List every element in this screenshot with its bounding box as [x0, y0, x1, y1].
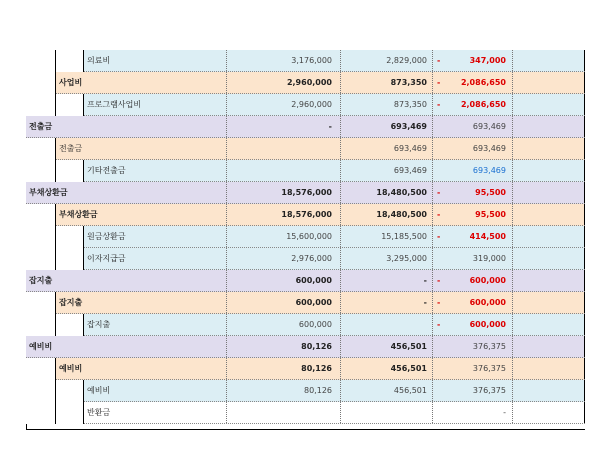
- row-label-text: 부채상환금: [59, 210, 98, 219]
- difference-cell[interactable]: [432, 314, 512, 335]
- actual-amount-cell[interactable]: 18,480,500: [340, 204, 432, 225]
- row-label[interactable]: [26, 72, 226, 93]
- table-row: [26, 94, 585, 116]
- table-row: [26, 72, 585, 94]
- budget-table: [26, 50, 585, 424]
- difference-value: 600,000: [469, 298, 506, 307]
- note-cell[interactable]: [512, 116, 585, 137]
- row-label[interactable]: [26, 182, 226, 203]
- difference-value: 376,375: [472, 386, 506, 395]
- table-row: [26, 50, 585, 72]
- note-cell[interactable]: [512, 270, 585, 291]
- difference-cell[interactable]: [432, 292, 512, 313]
- budget-amount-cell[interactable]: 15,600,000: [226, 226, 340, 247]
- indent-gutter: [56, 160, 84, 182]
- difference-value: 693,469: [472, 144, 506, 153]
- actual-amount-cell[interactable]: 15,185,500: [340, 226, 432, 247]
- note-cell[interactable]: [512, 358, 585, 379]
- difference-value: -: [503, 408, 506, 417]
- table-row: [26, 160, 585, 182]
- row-label-text: 전출금: [59, 144, 83, 153]
- table-row: [26, 182, 585, 204]
- difference-value: 95,500: [475, 188, 506, 197]
- budget-amount-cell[interactable]: 2,976,000: [226, 248, 340, 269]
- actual-amount-cell[interactable]: 873,350: [340, 94, 432, 115]
- negative-marker: -: [437, 100, 441, 109]
- note-cell[interactable]: [512, 314, 585, 335]
- negative-marker: -: [437, 232, 441, 241]
- indent-gutter: [56, 94, 84, 116]
- row-label[interactable]: [26, 358, 226, 379]
- budget-amount-cell[interactable]: 80,126: [226, 358, 340, 379]
- budget-amount-cell[interactable]: [226, 138, 340, 159]
- negative-marker: -: [437, 188, 441, 197]
- budget-amount-cell[interactable]: 3,176,000: [226, 50, 340, 71]
- table-row: [26, 336, 585, 358]
- budget-amount-cell[interactable]: 600,000: [226, 292, 340, 313]
- difference-cell[interactable]: [432, 358, 512, 379]
- row-label[interactable]: [26, 270, 226, 291]
- indent-gutter: [26, 160, 56, 182]
- note-cell[interactable]: [512, 380, 585, 401]
- indent-gutter: [26, 204, 56, 226]
- difference-value: 95,500: [475, 210, 506, 219]
- difference-value: 376,375: [472, 342, 506, 351]
- actual-amount-cell[interactable]: 693,469: [340, 160, 432, 181]
- table-row: [26, 380, 585, 402]
- difference-cell[interactable]: [432, 248, 512, 269]
- note-cell[interactable]: [512, 50, 585, 71]
- budget-amount-cell[interactable]: 18,576,000: [226, 182, 340, 203]
- difference-cell[interactable]: [432, 336, 512, 357]
- row-label-text: 반환금: [87, 408, 111, 417]
- actual-amount-cell[interactable]: 3,295,000: [340, 248, 432, 269]
- note-cell[interactable]: [512, 402, 585, 423]
- difference-cell[interactable]: [432, 160, 512, 181]
- row-label-text: 의료비: [87, 56, 111, 65]
- actual-amount-cell[interactable]: 456,501: [340, 358, 432, 379]
- row-label-text: 프로그램사업비: [87, 100, 142, 109]
- row-label-text: 부채상환금: [29, 188, 68, 197]
- actual-amount-cell[interactable]: [340, 402, 432, 423]
- note-cell[interactable]: [512, 72, 585, 93]
- row-label[interactable]: [26, 116, 226, 137]
- budget-amount-cell[interactable]: 2,960,000: [226, 94, 340, 115]
- actual-amount-cell[interactable]: 456,501: [340, 380, 432, 401]
- difference-value: 347,000: [469, 56, 506, 65]
- indent-gutter: [56, 50, 84, 72]
- indent-gutter: [56, 314, 84, 336]
- row-label-text: 전출금: [29, 122, 53, 131]
- row-label[interactable]: [26, 336, 226, 357]
- note-cell[interactable]: [512, 138, 585, 159]
- row-label-text: 예비비: [87, 386, 111, 395]
- difference-value: 600,000: [469, 320, 506, 329]
- difference-value: 693,469: [472, 166, 506, 175]
- difference-value: 600,000: [469, 276, 506, 285]
- row-label-text: 잡지출: [29, 276, 53, 285]
- budget-amount-cell[interactable]: 600,000: [226, 270, 340, 291]
- budget-amount-cell[interactable]: 80,126: [226, 336, 340, 357]
- table-row: [26, 248, 585, 270]
- note-cell[interactable]: [512, 226, 585, 247]
- row-label[interactable]: [26, 138, 226, 159]
- note-cell[interactable]: [512, 160, 585, 181]
- difference-cell[interactable]: [432, 94, 512, 115]
- difference-value: 376,375: [472, 364, 506, 373]
- budget-amount-cell[interactable]: 2,960,000: [226, 72, 340, 93]
- indent-gutter: [26, 292, 56, 314]
- indent-gutter: [26, 402, 56, 424]
- difference-cell[interactable]: [432, 72, 512, 93]
- indent-gutter: [26, 94, 56, 116]
- table-bottom-border: [26, 429, 585, 430]
- budget-amount-cell[interactable]: 80,126: [226, 380, 340, 401]
- indent-gutter: [26, 358, 56, 380]
- actual-amount-cell[interactable]: 2,829,000: [340, 50, 432, 71]
- table-row: [26, 270, 585, 292]
- difference-cell[interactable]: [432, 380, 512, 401]
- row-label-text: 잡지출: [87, 320, 111, 329]
- note-cell[interactable]: [512, 182, 585, 203]
- table-row: [26, 292, 585, 314]
- indent-gutter: [56, 402, 84, 424]
- indent-gutter: [26, 138, 56, 160]
- difference-cell[interactable]: [432, 402, 512, 423]
- row-label[interactable]: [26, 204, 226, 225]
- difference-cell[interactable]: [432, 50, 512, 71]
- actual-amount-cell[interactable]: -: [340, 292, 432, 313]
- difference-cell[interactable]: [432, 182, 512, 203]
- negative-marker: -: [437, 210, 441, 219]
- actual-amount-cell[interactable]: -: [340, 270, 432, 291]
- difference-value: 2,086,650: [460, 100, 506, 109]
- note-cell[interactable]: [512, 94, 585, 115]
- row-label-text: 예비비: [59, 364, 83, 373]
- row-label-text: 사업비: [59, 78, 83, 87]
- indent-gutter: [26, 50, 56, 72]
- difference-value: 2,086,650: [460, 78, 506, 87]
- negative-marker: -: [437, 276, 441, 285]
- negative-marker: -: [437, 298, 441, 307]
- actual-amount-cell[interactable]: 693,469: [340, 116, 432, 137]
- row-label-text: 원금상환금: [87, 232, 126, 241]
- difference-cell[interactable]: [432, 226, 512, 247]
- budget-amount-cell[interactable]: 18,576,000: [226, 204, 340, 225]
- budget-amount-cell[interactable]: [226, 402, 340, 423]
- indent-gutter: [26, 72, 56, 94]
- indent-gutter: [26, 314, 56, 336]
- difference-cell[interactable]: [432, 116, 512, 137]
- table-row: [26, 138, 585, 160]
- indent-gutter: [26, 226, 56, 248]
- table-row: [26, 204, 585, 226]
- budget-amount-cell[interactable]: -: [226, 116, 340, 137]
- note-cell[interactable]: [512, 336, 585, 357]
- row-label-text: 예비비: [29, 342, 53, 351]
- indent-gutter: [56, 380, 84, 402]
- negative-marker: -: [437, 56, 441, 65]
- difference-value: 693,469: [472, 122, 506, 131]
- row-label-text: 이자지급금: [87, 254, 126, 263]
- table-row: [26, 116, 585, 138]
- difference-value: 414,500: [469, 232, 506, 241]
- difference-cell[interactable]: [432, 270, 512, 291]
- row-label[interactable]: [26, 292, 226, 313]
- actual-amount-cell[interactable]: [340, 314, 432, 335]
- table-row: [26, 226, 585, 248]
- actual-amount-cell[interactable]: 18,480,500: [340, 182, 432, 203]
- difference-cell[interactable]: [432, 204, 512, 225]
- note-cell[interactable]: [512, 292, 585, 313]
- difference-cell[interactable]: [432, 138, 512, 159]
- indent-gutter: [26, 248, 56, 270]
- row-label-text: 잡지출: [59, 298, 83, 307]
- difference-value: 319,000: [472, 254, 506, 263]
- table-row: [26, 402, 585, 424]
- indent-gutter: [56, 226, 84, 248]
- actual-amount-cell[interactable]: 693,469: [340, 138, 432, 159]
- budget-amount-cell[interactable]: [226, 160, 340, 181]
- actual-amount-cell[interactable]: 456,501: [340, 336, 432, 357]
- actual-amount-cell[interactable]: 873,350: [340, 72, 432, 93]
- row-label-text: 기타전출금: [87, 166, 126, 175]
- negative-marker: -: [437, 78, 441, 87]
- budget-amount-cell[interactable]: 600,000: [226, 314, 340, 335]
- indent-gutter: [26, 380, 56, 402]
- table-row: [26, 314, 585, 336]
- note-cell[interactable]: [512, 248, 585, 269]
- note-cell[interactable]: [512, 204, 585, 225]
- table-row: [26, 358, 585, 380]
- indent-gutter: [56, 248, 84, 270]
- negative-marker: -: [437, 320, 441, 329]
